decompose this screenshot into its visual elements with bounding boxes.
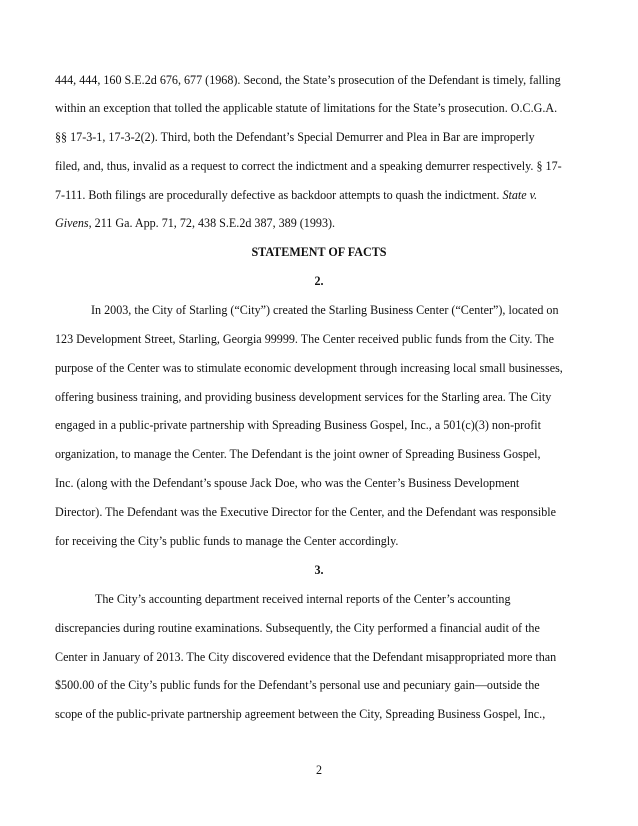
text-line: Director). The Defendant was the Executive Director for the Center, and the Defendant was responsible: [55, 505, 556, 519]
text-line: [55, 187, 537, 203]
paragraph-number: 3.: [314, 563, 324, 577]
text-line: for receiving the City’s public funds to manage the Center accordingly.: [55, 534, 399, 548]
text-line: 444, 444, 160 S.E.2d 676, 677 (1968). Second, the State’s prosecution of the Defendant is timely, falling: [55, 73, 561, 87]
text-line: scope of the public-private partnership agreement between the City, Spreading Business Gospel, Inc.,: [55, 707, 546, 721]
text-line: §§ 17-3-1, 17-3-2(2). Third, both the Defendant’s Special Demurrer and Plea in Bar are improperly: [55, 130, 535, 144]
text-line: Center in January of 2013. The City discovered evidence that the Defendant misappropriated more than: [55, 650, 557, 664]
paragraph-number: 2.: [314, 274, 324, 288]
text-line: purpose of the Center was to stimulate economic development through increasing local small businesses,: [55, 361, 563, 375]
text-line: In 2003, the City of Starling (“City”) created the Starling Business Center (“Center”), located on: [91, 303, 559, 317]
text-line: Inc. (along with the Defendant’s spouse Jack Doe, who was the Center’s Business Development: [55, 476, 520, 490]
text-line: [55, 215, 335, 231]
page-number: 2: [315, 763, 323, 777]
text-run: , 211 Ga. App. 71, 72, 438 S.E.2d 387, 389 (1993).: [88, 216, 336, 230]
text-line: within an exception that tolled the applicable statute of limitations for the State’s prosecution. O.C.G.A.: [55, 101, 558, 115]
text-line: The City’s accounting department received internal reports of the Center’s accounting: [95, 592, 511, 606]
text-line: engaged in a public-private partnership with Spreading Business Gospel, Inc., a 501(c)(3) non-profit: [55, 418, 541, 432]
text-line: organization, to manage the Center. The Defendant is the joint owner of Spreading Business Gospel,: [55, 447, 541, 461]
case-name-italic: State v.: [502, 188, 538, 202]
text-line: 123 Development Street, Starling, Georgia 99999. The Center received public funds from the City. The: [55, 332, 554, 346]
text-line: offering business training, and providing business development services for the Starling area. The City: [55, 390, 552, 404]
text-run: 7-111. Both filings are procedurally defective as backdoor attempts to quash the indictment.: [55, 188, 500, 202]
section-heading: STATEMENT OF FACTS: [251, 245, 387, 259]
case-name-italic: Givens: [55, 216, 89, 230]
text-line: filed, and, thus, invalid as a request to correct the indictment and a speaking demurrer respectively. § 17-: [55, 159, 562, 173]
text-line: $500.00 of the City’s public funds for the Defendant’s personal use and pecuniary gain—outside the: [55, 678, 540, 692]
text-line: discrepancies during routine examinations. Subsequently, the City performed a financial audit of the: [55, 621, 540, 635]
